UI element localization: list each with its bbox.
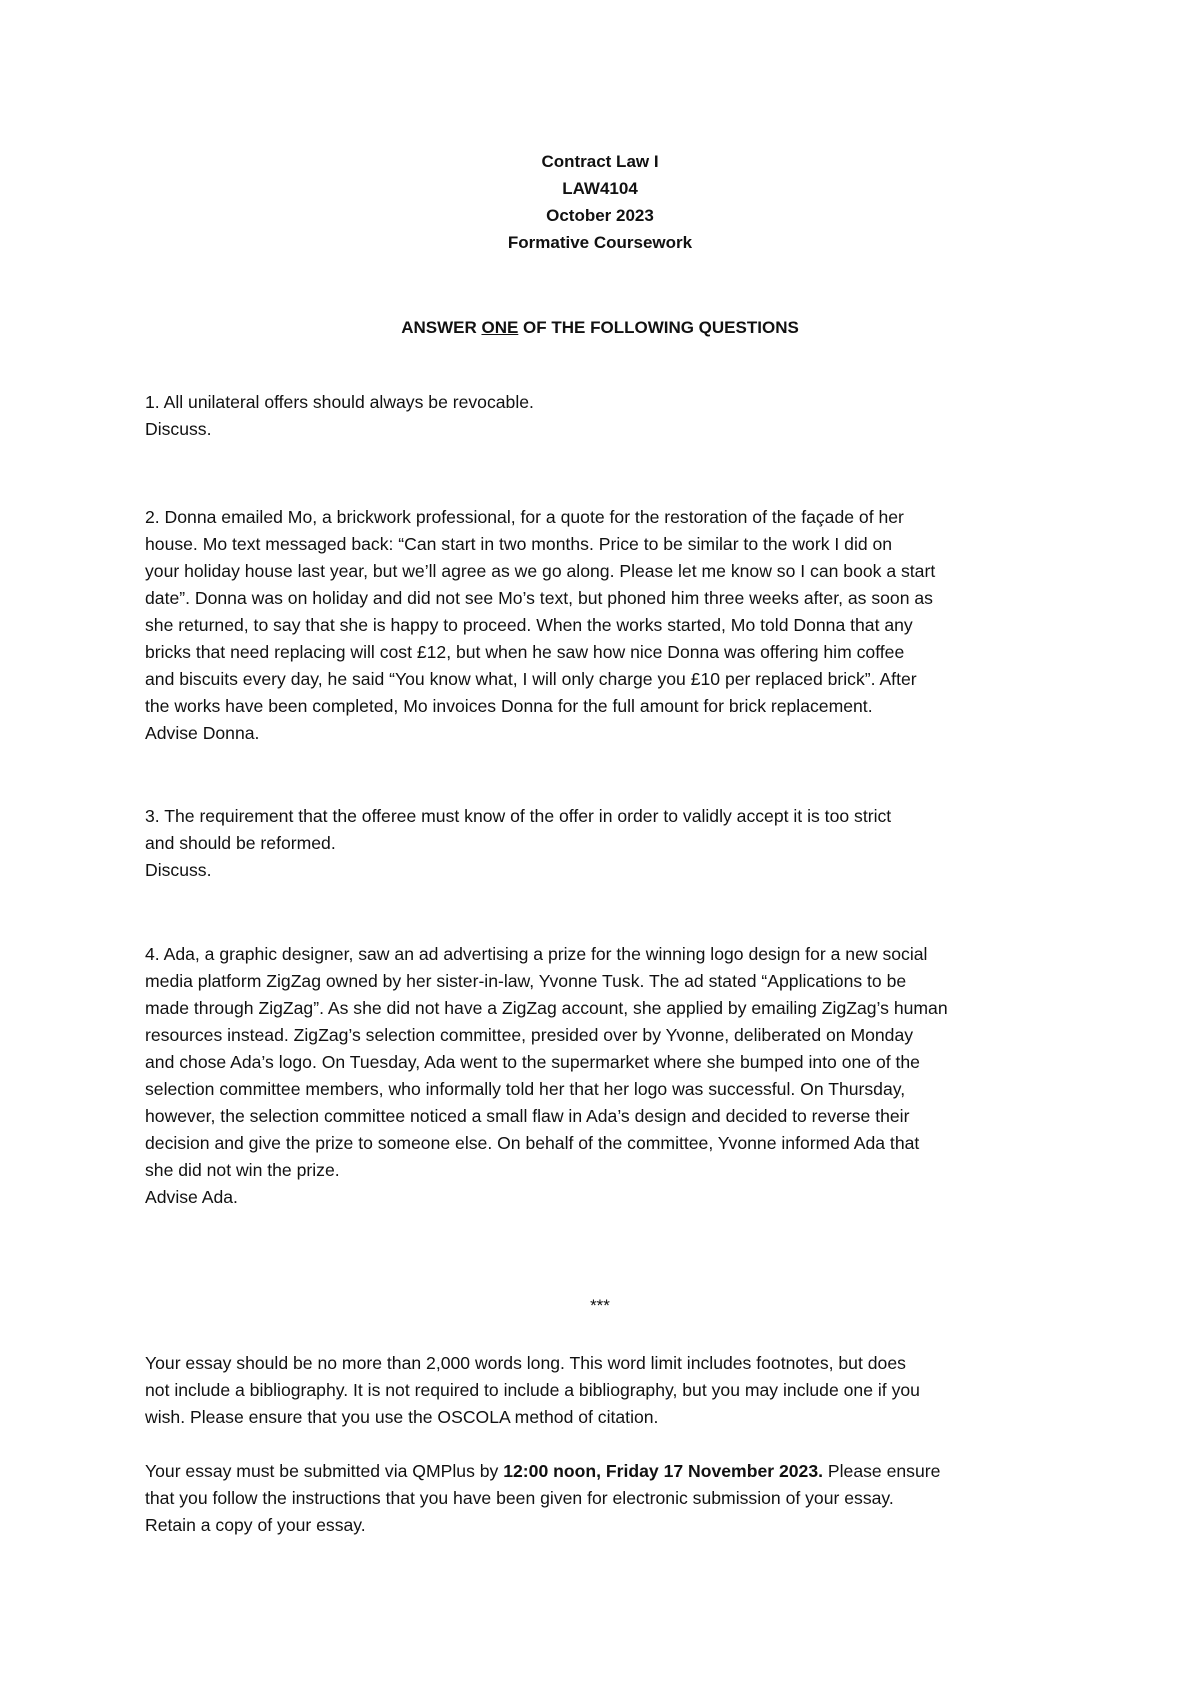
submission-deadline: 12:00 noon, Friday 17 November 2023.	[503, 1461, 823, 1481]
document-header	[0, 148, 1200, 256]
note-line: wish. Please ensure that you use the OSCOLA method of citation.	[145, 1407, 659, 1427]
question-line: 3. The requirement that the offeree must know of the offer in order to validly accept it is too strict	[145, 806, 892, 826]
question-line: 1. All unilateral offers should always be revocable.	[145, 392, 534, 412]
question-line: house. Mo text messaged back: “Can start in two months. Price to be similar to the work I did on	[145, 534, 893, 554]
question-line: made through ZigZag”. As she did not have a ZigZag account, she applied by emailing ZigZag’s human	[145, 998, 948, 1018]
note-line: that you follow the instructions that you have been given for electronic submission of your essay.	[145, 1488, 894, 1508]
question-1	[145, 389, 1065, 443]
question-3	[145, 803, 1065, 884]
question-line: Discuss.	[145, 860, 212, 880]
question-line: the works have been completed, Mo invoices Donna for the full amount for brick replacement.	[145, 696, 873, 716]
question-line: bricks that need replacing will cost £12, but when he saw how nice Donna was offering him coffee	[145, 642, 905, 662]
question-line: and biscuits every day, he said “You know what, I will only charge you £10 per replaced brick”. After	[145, 669, 917, 689]
note-line	[145, 1458, 1065, 1485]
question-line: resources instead. ZigZag’s selection committee, presided over by Yvonne, deliberated on Monday	[145, 1025, 914, 1045]
answer-instruction	[0, 314, 1200, 341]
submission-text-start: Your essay must be submitted via QMPlus by	[145, 1461, 504, 1481]
question-line: date”. Donna was on holiday and did not see Mo’s text, but phoned him three weeks after, as soon as	[145, 588, 933, 608]
question-line: 4. Ada, a graphic designer, saw an ad advertising a prize for the winning logo design for a new social	[145, 944, 928, 964]
note-line: Retain a copy of your essay.	[145, 1515, 366, 1535]
question-line: your holiday house last year, but we’ll agree as we go along. Please let me know so I can book a start	[145, 561, 936, 581]
course-title: Contract Law I	[541, 152, 659, 171]
course-date: October 2023	[546, 206, 654, 225]
instruction-emphasis: ONE	[481, 318, 519, 337]
submission-note	[145, 1458, 1065, 1539]
question-line: selection committee members, who informally told her that her logo was successful. On Thursday,	[145, 1079, 906, 1099]
note-line: Your essay should be no more than 2,000 words long. This word limit includes footnotes, but does	[145, 1353, 906, 1373]
question-line: Advise Donna.	[145, 723, 260, 743]
note-line: not include a bibliography. It is not required to include a bibliography, but you may include one if you	[145, 1380, 920, 1400]
question-4	[145, 941, 1065, 1211]
course-code: LAW4104	[562, 179, 638, 198]
question-2	[145, 504, 1065, 747]
instruction-suffix: OF THE FOLLOWING QUESTIONS	[518, 318, 799, 337]
instruction-prefix: ANSWER	[401, 318, 482, 337]
coursework-type: Formative Coursework	[507, 233, 693, 252]
submission-text-end: Please ensure	[823, 1461, 941, 1481]
question-line: media platform ZigZag owned by her sister-in-law, Yvonne Tusk. The ad stated “Applications to be	[145, 971, 907, 991]
question-line: and chose Ada’s logo. On Tuesday, Ada went to the supermarket where she bumped into one of the	[145, 1052, 920, 1072]
question-line: Discuss.	[145, 419, 212, 439]
question-line: and should be reformed.	[145, 833, 336, 853]
question-line: she returned, to say that she is happy to proceed. When the works started, Mo told Donna that any	[145, 615, 913, 635]
question-line: she did not win the prize.	[145, 1160, 340, 1180]
section-separator: ***	[590, 1296, 610, 1315]
question-line: Advise Ada.	[145, 1187, 238, 1207]
word-limit-note	[145, 1350, 1065, 1431]
question-line: 2. Donna emailed Mo, a brickwork professional, for a quote for the restoration of the façade of her	[145, 507, 904, 527]
question-line: however, the selection committee noticed a small flaw in Ada’s design and decided to reverse their	[145, 1106, 910, 1126]
question-line: decision and give the prize to someone else. On behalf of the committee, Yvonne informed Ada that	[145, 1133, 920, 1153]
